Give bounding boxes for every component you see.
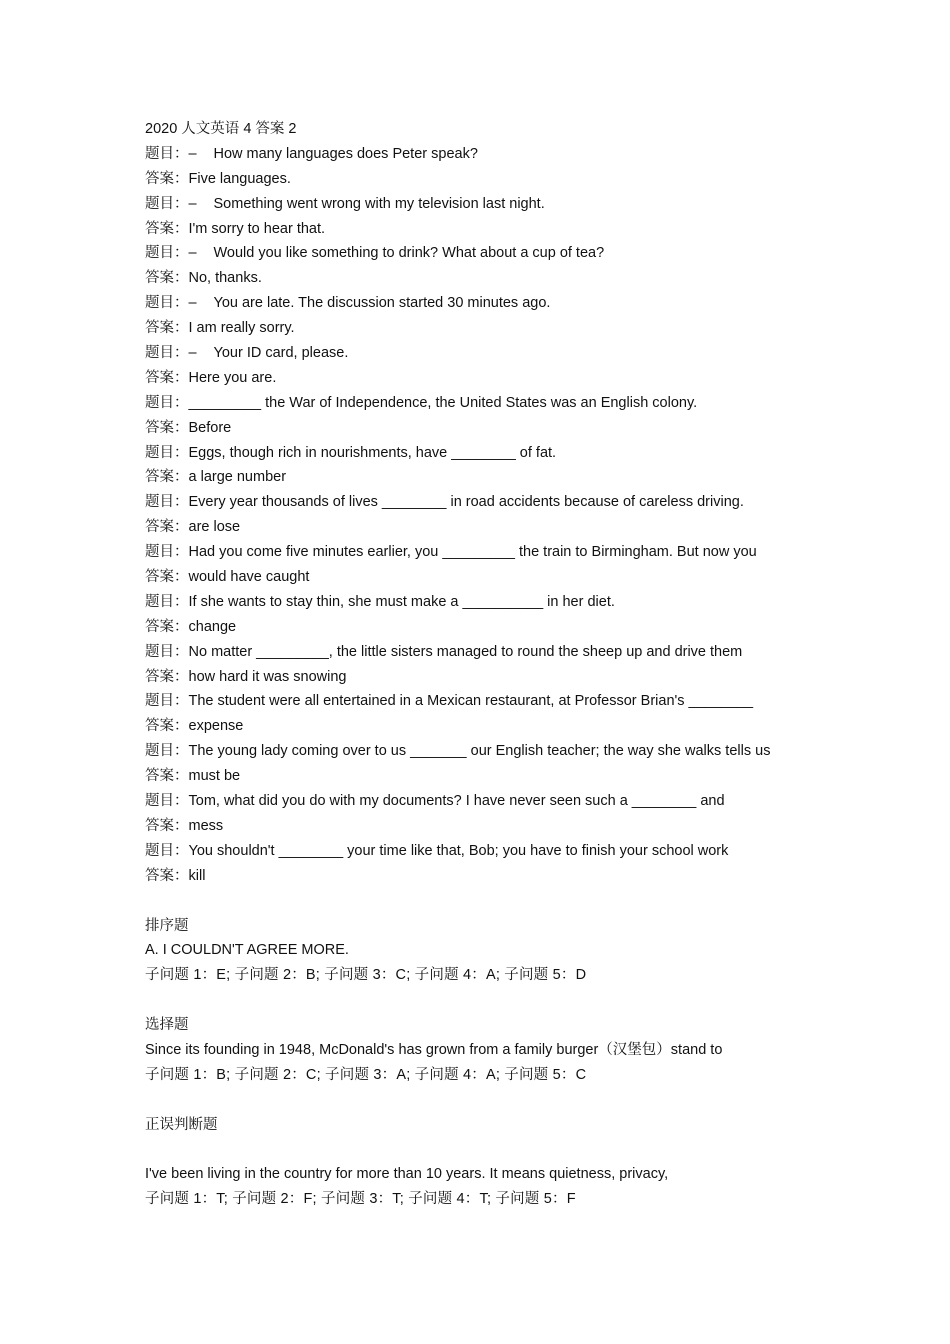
spacer xyxy=(145,1138,825,1163)
answer-text: are lose xyxy=(188,519,241,536)
question-line xyxy=(145,241,825,266)
dash-mark: – xyxy=(188,245,197,262)
answer-text: mess xyxy=(188,817,224,834)
answer-label: 答案： xyxy=(145,718,189,735)
answer-label: 答案： xyxy=(145,170,189,187)
answer-line xyxy=(145,714,825,739)
answer-line xyxy=(145,515,825,540)
question-line xyxy=(145,640,825,665)
question-text: _________ the War of Independence, the United States was an English colony. xyxy=(188,394,698,411)
section-answers: 子问题 1：E; 子问题 2：B; 子问题 3：C; 子问题 4：A; 子问题 5：D xyxy=(145,967,587,984)
answer-line xyxy=(145,665,825,690)
question-label: 题目： xyxy=(145,494,189,511)
question-text: If she wants to stay thin, she must make a __________ in her diet. xyxy=(188,593,615,610)
question-label: 题目： xyxy=(145,793,189,810)
question-text: No matter _________, the little sisters managed to round the sheep up and drive them xyxy=(188,643,743,660)
question-label: 题目： xyxy=(145,693,189,710)
answer-line xyxy=(145,764,825,789)
dash-mark: – xyxy=(188,295,197,312)
dash-mark: – xyxy=(188,345,197,362)
question-line xyxy=(145,540,825,565)
question-text: Every year thousands of lives ________ in road accidents because of careless driving. xyxy=(188,494,744,511)
answer-label: 答案： xyxy=(145,220,189,237)
question-line xyxy=(145,839,825,864)
answer-text: I'm sorry to hear that. xyxy=(188,220,326,237)
answer-line xyxy=(145,615,825,640)
answer-line xyxy=(145,814,825,839)
question-text: The young lady coming over to us _______ our English teacher; the way she walks tells us xyxy=(188,743,771,760)
answer-text: expense xyxy=(188,718,244,735)
answer-text: No, thanks. xyxy=(188,270,262,287)
answer-text: Before xyxy=(188,419,232,436)
question-label: 题目： xyxy=(145,643,189,660)
dash-mark: – xyxy=(188,145,197,162)
question-line xyxy=(145,192,825,217)
document-page xyxy=(145,117,825,1212)
spacer xyxy=(145,889,825,914)
answer-label: 答案： xyxy=(145,618,189,635)
question-line xyxy=(145,441,825,466)
section-text: Since its founding in 1948, McDonald's has grown from a family burger（汉堡包）stand to xyxy=(145,1041,723,1058)
answer-label: 答案： xyxy=(145,369,189,386)
answer-label: 答案： xyxy=(145,469,189,486)
question-label: 题目： xyxy=(145,345,189,362)
question-label: 题目： xyxy=(145,295,189,312)
question-label: 题目： xyxy=(145,544,189,561)
question-text: How many languages does Peter speak? xyxy=(213,145,478,162)
answer-line xyxy=(145,167,825,192)
question-label: 题目： xyxy=(145,394,189,411)
question-label: 题目： xyxy=(145,593,189,610)
answer-line xyxy=(145,366,825,391)
answer-text: I am really sorry. xyxy=(188,320,295,337)
answer-line xyxy=(145,266,825,291)
answer-text: must be xyxy=(188,768,241,785)
section-heading: 正误判断题 xyxy=(145,1116,218,1133)
question-line xyxy=(145,391,825,416)
answer-text: would have caught xyxy=(188,569,310,586)
answer-label: 答案： xyxy=(145,569,189,586)
document-title: 2020 人文英语 4 答案 2 xyxy=(145,121,297,137)
answer-label: 答案： xyxy=(145,867,189,884)
answer-label: 答案： xyxy=(145,270,189,287)
section-heading: 选择题 xyxy=(145,1017,189,1034)
answer-line xyxy=(145,465,825,490)
question-label: 题目： xyxy=(145,743,189,760)
answer-label: 答案： xyxy=(145,768,189,785)
question-label: 题目： xyxy=(145,444,189,461)
question-text: The student were all entertained in a Mexican restaurant, at Professor Brian's ________ xyxy=(188,693,754,710)
answer-text: a large number xyxy=(188,469,287,486)
answer-label: 答案： xyxy=(145,519,189,536)
question-text: You are late. The discussion started 30 minutes ago. xyxy=(213,295,551,312)
question-text: Had you come five minutes earlier, you _________ the train to Birmingham. But now you xyxy=(188,544,757,561)
spacer xyxy=(145,988,825,1013)
answer-line xyxy=(145,316,825,341)
question-line xyxy=(145,142,825,167)
question-label: 题目： xyxy=(145,842,189,859)
question-label: 题目： xyxy=(145,245,189,262)
qa-list xyxy=(145,142,825,889)
question-text: Something went wrong with my television last night. xyxy=(213,195,545,212)
answer-text: Five languages. xyxy=(188,170,291,187)
question-text: Tom, what did you do with my documents? I have never seen such a ________ and xyxy=(188,793,725,810)
question-line xyxy=(145,789,825,814)
question-line xyxy=(145,590,825,615)
question-line xyxy=(145,739,825,764)
question-text: Would you like something to drink? What about a cup of tea? xyxy=(213,245,605,262)
answer-line xyxy=(145,565,825,590)
section-answers: 子问题 1：T; 子问题 2：F; 子问题 3：T; 子问题 4：T; 子问题 5：F xyxy=(145,1191,576,1208)
question-line xyxy=(145,341,825,366)
question-text: Your ID card, please. xyxy=(213,345,349,362)
question-line xyxy=(145,490,825,515)
section-heading: 排序题 xyxy=(145,917,189,934)
question-line xyxy=(145,689,825,714)
dash-mark: – xyxy=(188,195,197,212)
section-list xyxy=(145,889,825,1213)
answer-text: how hard it was snowing xyxy=(188,668,347,685)
answer-label: 答案： xyxy=(145,320,189,337)
answer-line xyxy=(145,217,825,242)
question-line xyxy=(145,291,825,316)
section-text: I've been living in the country for more than 10 years. It means quietness, privacy, xyxy=(145,1166,669,1183)
answer-line xyxy=(145,416,825,441)
section-text: A. I COULDN'T AGREE MORE. xyxy=(145,942,349,959)
spacer xyxy=(145,1088,825,1113)
answer-text: Here you are. xyxy=(188,369,277,386)
section-answers: 子问题 1：B; 子问题 2：C; 子问题 3：A; 子问题 4：A; 子问题 5：C xyxy=(145,1066,587,1083)
question-text: Eggs, though rich in nourishments, have ________ of fat. xyxy=(188,444,557,461)
answer-line xyxy=(145,864,825,889)
answer-text: change xyxy=(188,618,237,635)
answer-text: kill xyxy=(188,867,206,884)
answer-label: 答案： xyxy=(145,668,189,685)
answer-label: 答案： xyxy=(145,419,189,436)
question-label: 题目： xyxy=(145,195,189,212)
question-text: You shouldn't ________ your time like that, Bob; you have to finish your school work xyxy=(188,842,729,859)
answer-label: 答案： xyxy=(145,817,189,834)
question-label: 题目： xyxy=(145,145,189,162)
